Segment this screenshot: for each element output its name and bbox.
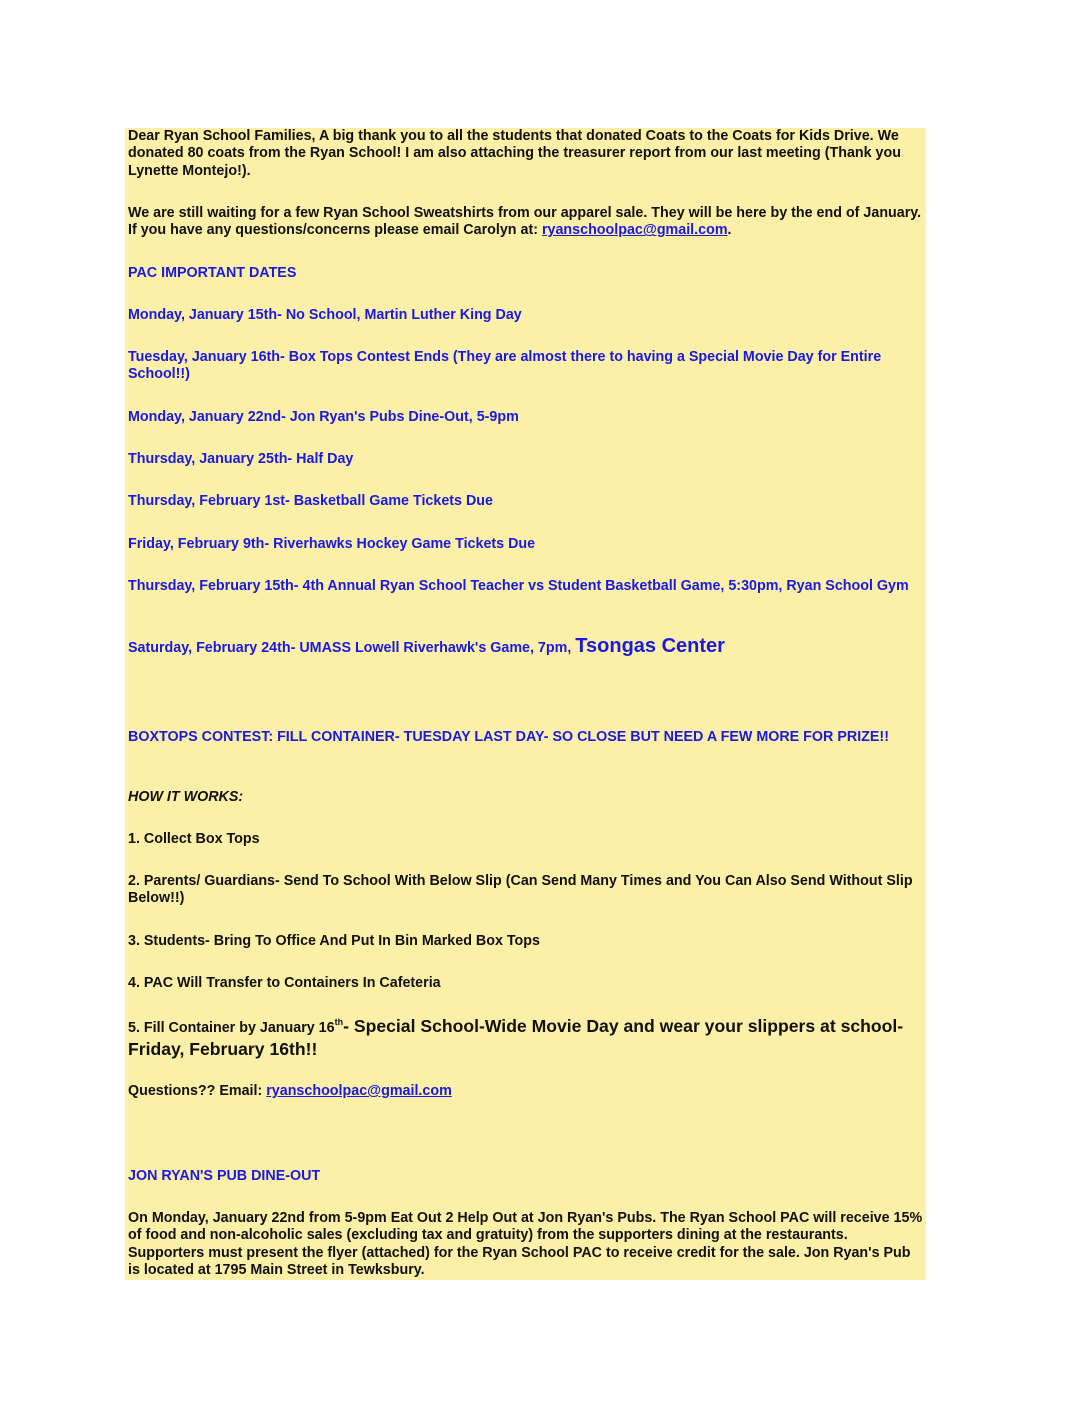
date-item: Thursday, February 1st- Basketball Game Tickets Due xyxy=(128,493,493,509)
newsletter-body xyxy=(125,128,926,1280)
pub-heading: JON RYAN'S PUB DINE-OUT xyxy=(128,1168,321,1184)
questions-text: Questions?? Email: xyxy=(128,1083,267,1099)
date-item: Tuesday, January 16th- Box Tops Contest Ends (They are almost there to having a Special Movie Day for Entire School!!) xyxy=(128,349,882,383)
step-item-5 xyxy=(128,1016,923,1059)
date-item: Thursday, February 15th- 4th Annual Ryan School Teacher vs Student Basketball Game, 5:30pm, Ryan School Gym xyxy=(128,578,909,594)
questions-line xyxy=(128,1083,923,1100)
date-item: Thursday, January 25th- Half Day xyxy=(128,451,354,467)
step5-sup: th xyxy=(334,1017,344,1028)
date-item: Monday, January 15th- No School, Martin Luther King Day xyxy=(128,307,522,323)
venue-name: Tsongas Center xyxy=(575,635,725,657)
sweatshirt-suffix: . xyxy=(727,222,732,239)
step-item: 4. PAC Will Transfer to Containers In Cafeteria xyxy=(128,975,441,991)
step-item: 1. Collect Box Tops xyxy=(128,831,260,847)
dates-heading: PAC IMPORTANT DATES xyxy=(128,265,297,281)
email-link[interactable]: ryanschoolpac@gmail.com xyxy=(541,222,728,239)
pub-paragraph: On Monday, January 22nd from 5-9pm Eat Out 2 Help Out at Jon Ryan's Pubs. The Ryan School PAC will receive 15% of food and non-alcoholic sales (excluding tax and gratuity) from the supporters dining at the restaurants. Supporters must present the flyer (attached) for the Ryan School PAC to receive credit for the sale. Jon Ryan's Pub is located at 1795 Main Street in Tewksbury. xyxy=(128,1210,923,1279)
step-item: 2. Parents/ Guardians- Send To School With Below Slip (Can Send Many Times and You Can Also Send Without Slip Below!!) xyxy=(128,873,913,907)
questions-email-link[interactable]: ryanschoolpac@gmail.com xyxy=(266,1083,452,1099)
sweatshirt-text: We are still waiting for a few Ryan School Sweatshirts from our apparel sale. They will be here by the end of January. If you have any questions/concerns please email Carolyn at: xyxy=(128,205,922,239)
date-item: Monday, January 22nd- Jon Ryan's Pubs Dine-Out, 5-9pm xyxy=(128,409,519,425)
boxtops-heading: BOXTOPS CONTEST: FILL CONTAINER- TUESDAY LAST DAY- SO CLOSE BUT NEED A FEW MORE FOR PRIZE!! xyxy=(128,729,889,745)
step5-big-text: - Special School-Wide Movie Day and wear your slippers at school- Friday, February 16th!! xyxy=(128,1016,904,1059)
intro-paragraph: Dear Ryan School Families, A big thank you to all the students that donated Coats to the Coats for Kids Drive. We donated 80 coats from the Ryan School! I am also attaching the treasurer report from our last meeting (Thank you Lynette Montejo!). xyxy=(128,128,901,179)
date-item-last xyxy=(128,635,923,657)
date-item-last-text: Saturday, February 24th- UMASS Lowell Riverhawk's Game, 7pm, xyxy=(128,640,576,656)
how-it-works-heading: HOW IT WORKS: xyxy=(128,789,244,805)
step5-text: 5. Fill Container by January 16 xyxy=(128,1020,335,1036)
step-item: 3. Students- Bring To Office And Put In Bin Marked Box Tops xyxy=(128,933,540,949)
sweatshirt-paragraph xyxy=(128,205,923,240)
date-item: Friday, February 9th- Riverhawks Hockey Game Tickets Due xyxy=(128,536,536,552)
